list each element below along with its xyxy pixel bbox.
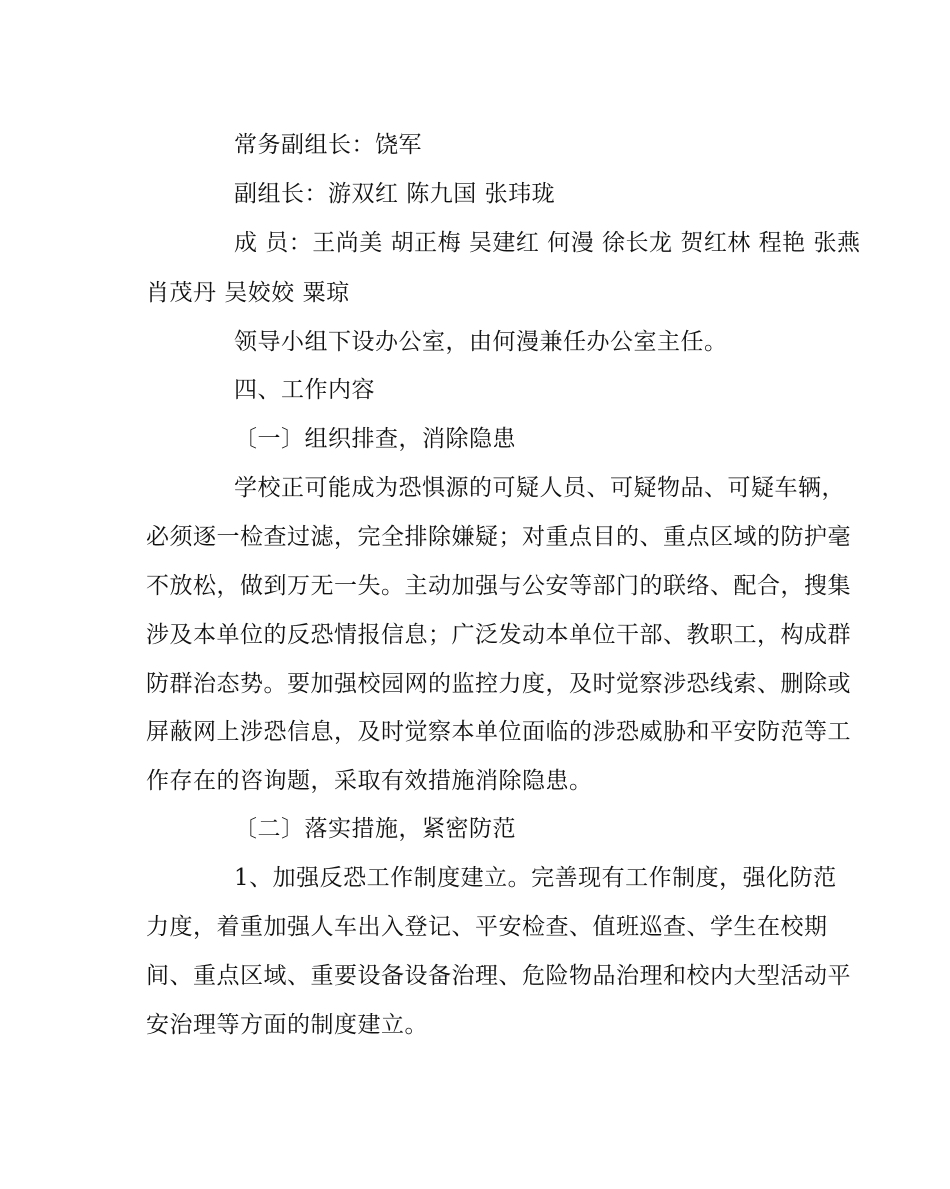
text-line: 作存在的咨询题，采取有效措施消除隐患。 bbox=[146, 768, 593, 794]
text-line: 间、重点区域、重要设备设备治理、危险物品治理和校内大型活动平 bbox=[146, 963, 851, 989]
text-line: 不放松，做到万无一失。主动加强与公安等部门的联络、配合，搜集 bbox=[146, 573, 851, 599]
subsection-heading: 〔一〕组织排查，消除隐患 bbox=[234, 426, 516, 452]
text-line: 力度，着重加强人车出入登记、平安检查、值班巡查、学生在校期 bbox=[146, 914, 828, 940]
text-line: 屏蔽网上涉恐信息，及时觉察本单位面临的涉恐威胁和平安防范等工 bbox=[146, 719, 851, 745]
text-line: 副组长：游双红 陈九国 张玮珑 bbox=[234, 181, 556, 207]
text-line: 安治理等方面的制度建立。 bbox=[146, 1012, 428, 1038]
text-line: 必须逐一检查过滤，完全排除嫌疑；对重点目的、重点区域的防护毫 bbox=[146, 524, 851, 550]
text-line: 领导小组下设办公室，由何漫兼任办公室主任。 bbox=[234, 329, 728, 355]
section-heading: 四、工作内容 bbox=[234, 377, 375, 403]
text-line: 成 员：王尚美 胡正梅 吴建红 何漫 徐长龙 贺红林 程艳 张燕 bbox=[234, 230, 861, 256]
text-line: 肖茂丹 吴姣姣 粟琼 bbox=[146, 280, 350, 306]
text-line: 涉及本单位的反恐情报信息；广泛发动本单位干部、教职工，构成群 bbox=[146, 622, 851, 648]
text-line: 学校正可能成为恐惧源的可疑人员、可疑物品、可疑车辆， bbox=[234, 475, 845, 501]
text-line: 1、加强反恐工作制度建立。完善现有工作制度，强化防范 bbox=[234, 865, 837, 891]
text-line: 常务副组长：饶军 bbox=[234, 132, 422, 158]
subsection-heading: 〔二〕落实措施，紧密防范 bbox=[234, 816, 516, 842]
text-line: 防群治态势。要加强校园网的监控力度，及时觉察涉恐线索、删除或 bbox=[146, 671, 851, 697]
